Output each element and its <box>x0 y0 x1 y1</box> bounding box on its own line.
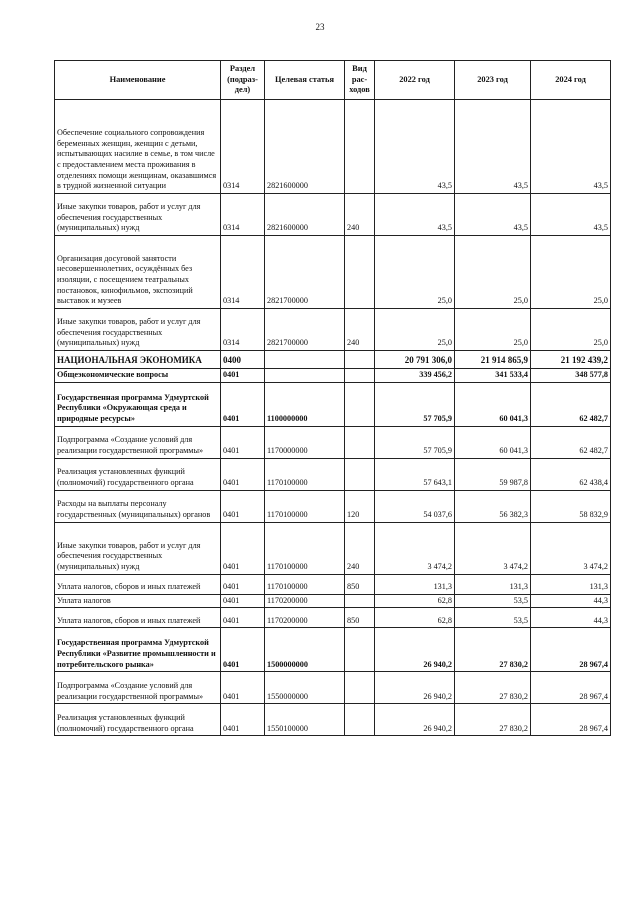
row-target: 2821700000 <box>265 309 345 351</box>
row-section: 0401 <box>221 608 265 628</box>
row-2024: 43,5 <box>531 194 611 236</box>
row-2022: 43,5 <box>375 100 455 194</box>
row-2022: 57 643,1 <box>375 458 455 490</box>
row-target: 1170100000 <box>265 522 345 574</box>
row-section: 0401 <box>221 574 265 594</box>
row-section: 0314 <box>221 309 265 351</box>
table-row <box>55 100 611 194</box>
table-row <box>55 351 611 369</box>
row-section: 0401 <box>221 490 265 522</box>
row-name: Уплата налогов, сборов и иных платежей <box>55 574 221 594</box>
row-section: 0401 <box>221 382 265 426</box>
row-2022: 131,3 <box>375 574 455 594</box>
row-2023: 60 041,3 <box>455 382 531 426</box>
table-row <box>55 608 611 628</box>
row-expense <box>345 100 375 194</box>
row-2024: 28 967,4 <box>531 704 611 736</box>
row-2023: 25,0 <box>455 309 531 351</box>
row-2022: 25,0 <box>375 236 455 309</box>
row-name: Иные закупки товаров, работ и услуг для обеспечения государственных (муниципальных) нужд <box>55 522 221 574</box>
row-section: 0401 <box>221 594 265 608</box>
row-expense: 240 <box>345 194 375 236</box>
row-2022: 26 940,2 <box>375 704 455 736</box>
table-row <box>55 309 611 351</box>
row-2023: 59 987,8 <box>455 458 531 490</box>
row-target: 1170200000 <box>265 594 345 608</box>
col-header-section: Раздел (подраз-дел) <box>221 61 265 100</box>
row-section: 0401 <box>221 628 265 672</box>
row-2022: 26 940,2 <box>375 672 455 704</box>
row-name: Организация досуговой занятости несовершеннолетних, осуждённых без изоляции, с посещением театральных постановок, кинофильмов, экспозиций выставок и музеев <box>55 236 221 309</box>
row-section: 0401 <box>221 426 265 458</box>
row-2023: 27 830,2 <box>455 704 531 736</box>
table-row <box>55 236 611 309</box>
budget-table <box>54 60 611 736</box>
table-row <box>55 522 611 574</box>
row-name: Реализация установленных функций (полномочий) государственного органа <box>55 704 221 736</box>
row-expense: 240 <box>345 522 375 574</box>
row-2023: 25,0 <box>455 236 531 309</box>
row-expense <box>345 672 375 704</box>
row-target <box>265 369 345 383</box>
row-2024: 25,0 <box>531 236 611 309</box>
table-row <box>55 704 611 736</box>
row-expense: 240 <box>345 309 375 351</box>
row-expense <box>345 704 375 736</box>
row-2023: 27 830,2 <box>455 672 531 704</box>
row-2023: 60 041,3 <box>455 426 531 458</box>
row-2023: 53,5 <box>455 594 531 608</box>
row-2023: 56 382,3 <box>455 490 531 522</box>
page-number: 23 <box>315 22 325 32</box>
row-name: НАЦИОНАЛЬНАЯ ЭКОНОМИКА <box>55 351 221 369</box>
row-2022: 26 940,2 <box>375 628 455 672</box>
row-name: Реализация установленных функций (полномочий) государственного органа <box>55 458 221 490</box>
row-expense <box>345 351 375 369</box>
row-2024: 348 577,8 <box>531 369 611 383</box>
row-target: 1170100000 <box>265 574 345 594</box>
row-2024: 28 967,4 <box>531 672 611 704</box>
row-expense <box>345 628 375 672</box>
row-2024: 25,0 <box>531 309 611 351</box>
table-row <box>55 382 611 426</box>
row-2023: 53,5 <box>455 608 531 628</box>
row-2022: 57 705,9 <box>375 426 455 458</box>
row-section: 0401 <box>221 704 265 736</box>
row-2024: 131,3 <box>531 574 611 594</box>
row-expense <box>345 458 375 490</box>
table-row <box>55 426 611 458</box>
table-row <box>55 628 611 672</box>
table-header-row <box>55 61 611 100</box>
row-expense: 120 <box>345 490 375 522</box>
row-expense: 850 <box>345 574 375 594</box>
row-2023: 131,3 <box>455 574 531 594</box>
row-2023: 341 533,4 <box>455 369 531 383</box>
row-2022: 25,0 <box>375 309 455 351</box>
row-name: Уплата налогов, сборов и иных платежей <box>55 608 221 628</box>
row-2024: 43,5 <box>531 100 611 194</box>
row-2022: 57 705,9 <box>375 382 455 426</box>
table-row <box>55 369 611 383</box>
row-2022: 20 791 306,0 <box>375 351 455 369</box>
row-2022: 62,8 <box>375 594 455 608</box>
row-2024: 44,3 <box>531 608 611 628</box>
row-section: 0401 <box>221 458 265 490</box>
row-target: 2821600000 <box>265 100 345 194</box>
row-name: Общеэкономические вопросы <box>55 369 221 383</box>
row-name: Иные закупки товаров, работ и услуг для обеспечения государственных (муниципальных) нужд <box>55 194 221 236</box>
row-section: 0401 <box>221 369 265 383</box>
row-section: 0314 <box>221 100 265 194</box>
row-target: 1550100000 <box>265 704 345 736</box>
row-expense <box>345 594 375 608</box>
table-row <box>55 194 611 236</box>
row-2024: 21 192 439,2 <box>531 351 611 369</box>
row-section: 0400 <box>221 351 265 369</box>
row-2023: 3 474,2 <box>455 522 531 574</box>
col-header-name: Наименование <box>55 61 221 100</box>
row-name: Иные закупки товаров, работ и услуг для обеспечения государственных (муниципальных) нужд <box>55 309 221 351</box>
row-name: Подпрограмма «Создание условий для реализации государственной программы» <box>55 426 221 458</box>
row-2023: 21 914 865,9 <box>455 351 531 369</box>
col-header-2024: 2024 год <box>531 61 611 100</box>
row-2024: 62 482,7 <box>531 382 611 426</box>
row-2022: 339 456,2 <box>375 369 455 383</box>
col-header-target: Целевая статья <box>265 61 345 100</box>
row-target: 1170100000 <box>265 458 345 490</box>
table-row <box>55 672 611 704</box>
row-section: 0314 <box>221 194 265 236</box>
row-section: 0401 <box>221 672 265 704</box>
row-target: 1170000000 <box>265 426 345 458</box>
row-2022: 62,8 <box>375 608 455 628</box>
row-expense: 850 <box>345 608 375 628</box>
row-section: 0314 <box>221 236 265 309</box>
row-2023: 43,5 <box>455 194 531 236</box>
row-2024: 44,3 <box>531 594 611 608</box>
row-2022: 43,5 <box>375 194 455 236</box>
row-section: 0401 <box>221 522 265 574</box>
table-row <box>55 574 611 594</box>
row-2023: 27 830,2 <box>455 628 531 672</box>
row-target: 1170100000 <box>265 490 345 522</box>
row-expense <box>345 236 375 309</box>
table-row <box>55 490 611 522</box>
table-row <box>55 594 611 608</box>
col-header-expense: Вид рас-ходов <box>345 61 375 100</box>
row-name: Государственная программа Удмуртской Республики «Развитие промышленности и потребительского рынка» <box>55 628 221 672</box>
row-expense <box>345 369 375 383</box>
row-target: 2821600000 <box>265 194 345 236</box>
row-2024: 58 832,9 <box>531 490 611 522</box>
row-2024: 62 438,4 <box>531 458 611 490</box>
row-2024: 3 474,2 <box>531 522 611 574</box>
row-name: Расходы на выплаты персоналу государственных (муниципальных) органов <box>55 490 221 522</box>
col-header-2022: 2022 год <box>375 61 455 100</box>
row-target: 2821700000 <box>265 236 345 309</box>
row-expense <box>345 382 375 426</box>
row-2022: 3 474,2 <box>375 522 455 574</box>
row-name: Уплата налогов <box>55 594 221 608</box>
row-target: 1500000000 <box>265 628 345 672</box>
row-target: 1100000000 <box>265 382 345 426</box>
row-name: Подпрограмма «Создание условий для реализации государственной программы» <box>55 672 221 704</box>
row-target <box>265 351 345 369</box>
row-name: Государственная программа Удмуртской Республики «Окружающая среда и природные ресурсы» <box>55 382 221 426</box>
row-name: Обеспечение социального сопровождения беременных женщин, женщин с детьми, испытывающих насилие в семье, в том числе с предоставлением места проживания в отделениях помощи женщинам, оказавшимся в трудной жизненной ситуации <box>55 100 221 194</box>
row-target: 1170200000 <box>265 608 345 628</box>
col-header-2023: 2023 год <box>455 61 531 100</box>
row-2024: 28 967,4 <box>531 628 611 672</box>
row-2024: 62 482,7 <box>531 426 611 458</box>
table-row <box>55 458 611 490</box>
row-2022: 54 037,6 <box>375 490 455 522</box>
row-expense <box>345 426 375 458</box>
row-target: 1550000000 <box>265 672 345 704</box>
row-2023: 43,5 <box>455 100 531 194</box>
